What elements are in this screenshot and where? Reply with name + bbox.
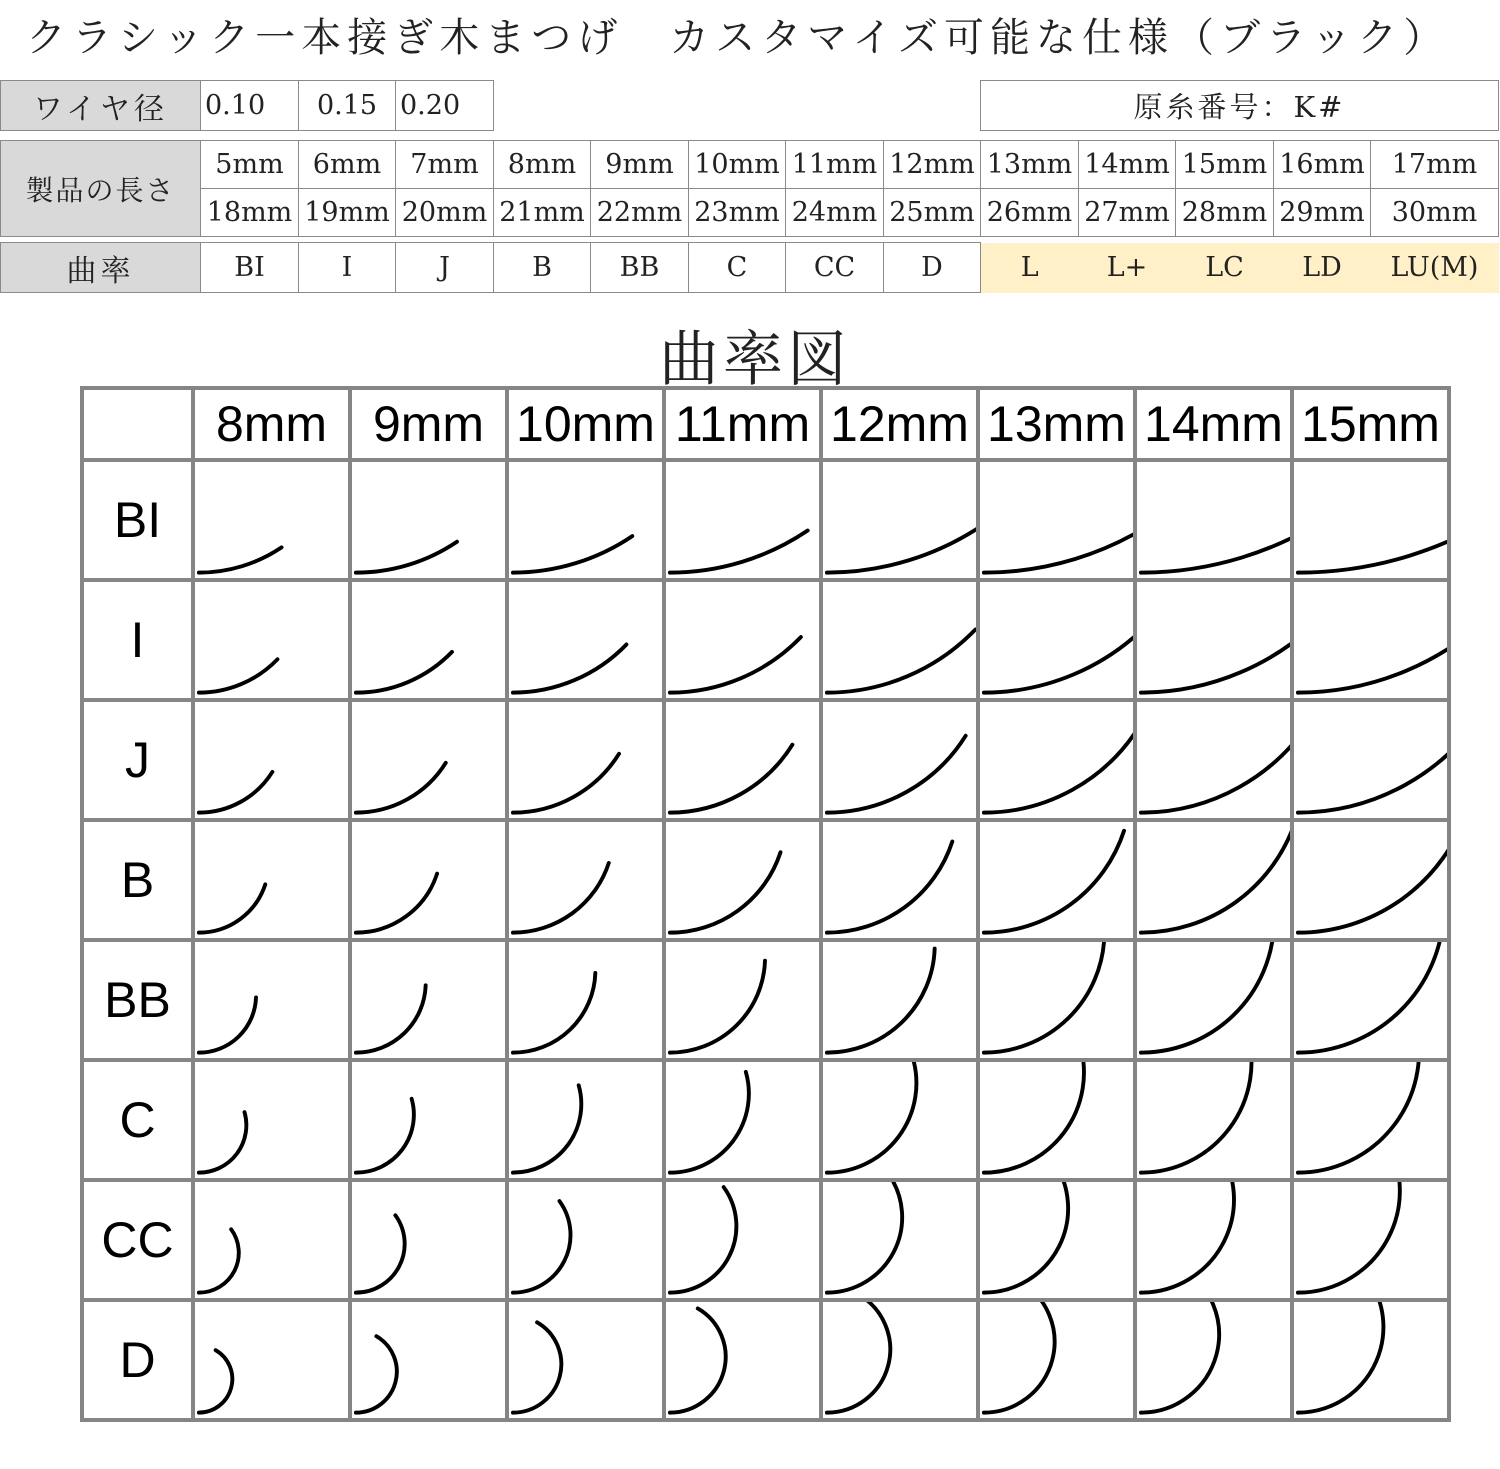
curl-shape: [509, 1302, 662, 1418]
curl-cell: [507, 580, 664, 700]
curl-grid-body: [82, 460, 1449, 1420]
wire-diameter-value: 0.10: [201, 81, 299, 131]
curl-shape: [195, 942, 348, 1058]
curl-arc: [1298, 1302, 1384, 1413]
curl-shape: [1294, 1182, 1447, 1298]
curl-cell: [193, 820, 350, 940]
curl-arc: [199, 1350, 232, 1412]
curl-shape: [352, 942, 505, 1058]
curl-arc: [1141, 1182, 1234, 1293]
curl-cell: [978, 460, 1135, 580]
curl-arc: [199, 547, 282, 572]
curl-arc: [1298, 607, 1447, 692]
curl-arc: [1141, 942, 1274, 1053]
curl-cell: [1292, 460, 1449, 580]
curl-arc: [356, 542, 457, 573]
length-value: 30mm: [1371, 189, 1499, 237]
curl-shape: [1294, 1062, 1447, 1178]
curl-shape: [1137, 1302, 1290, 1418]
curl-cell: [821, 820, 978, 940]
curl-shape: [195, 1182, 348, 1298]
curl-row: [82, 940, 1449, 1060]
curl-cell: [1135, 580, 1292, 700]
curl-shape: [1137, 582, 1290, 698]
curl-shape: [666, 582, 819, 698]
curl-cell: [1135, 700, 1292, 820]
curl-arc: [1141, 514, 1290, 573]
curl-shape: [352, 1302, 505, 1418]
curl-shape: [195, 1062, 348, 1178]
curl-row: [82, 1180, 1449, 1300]
length-value: 14mm: [1079, 141, 1176, 189]
curl-cell: [1135, 460, 1292, 580]
curl-arc: [827, 525, 976, 573]
curl-cell: [978, 1060, 1135, 1180]
curl-shape: [666, 942, 819, 1058]
curl-arc: [1141, 1062, 1252, 1173]
curl-arc: [1141, 822, 1290, 933]
curl-arc: [513, 1201, 571, 1293]
curl-cell: [193, 1060, 350, 1180]
curl-arc: [513, 973, 595, 1053]
curl-cell: [507, 1060, 664, 1180]
length-column-header: 14mm: [1135, 388, 1292, 460]
curl-shape: [1137, 1062, 1290, 1178]
curl-cell: [821, 1180, 978, 1300]
corner-cell: [82, 388, 193, 460]
curl-arc: [199, 659, 278, 692]
curl-arc: [984, 1062, 1084, 1173]
length-value: 26mm: [981, 189, 1079, 237]
curl-arc: [1298, 1062, 1419, 1173]
curl-arc: [984, 1182, 1068, 1293]
curl-arc: [1141, 1302, 1219, 1413]
curl-cell: [978, 940, 1135, 1060]
curl-row-header: D: [82, 1300, 193, 1420]
length-value: 17mm: [1371, 141, 1499, 189]
curl-cell: [193, 940, 350, 1060]
curl-cell: [507, 820, 664, 940]
curl-arc: [670, 745, 792, 813]
curl-shape: [1137, 702, 1290, 818]
curl-cell: [1135, 820, 1292, 940]
length-column-header: 8mm: [193, 388, 350, 460]
curl-cell: [507, 940, 664, 1060]
material-code: 原糸番号：K#: [981, 81, 1499, 131]
curl-shape: [666, 822, 819, 938]
curl-shape: [1137, 942, 1290, 1058]
curl-shape: [352, 582, 505, 698]
curl-arc: [356, 1215, 405, 1292]
product-length-label: 製品の長さ: [1, 141, 201, 237]
curl-cell: [821, 580, 978, 700]
product-length-table: [0, 140, 1499, 237]
curl-shape: [823, 702, 976, 818]
curl-shape: [1137, 822, 1290, 938]
curl-shape: [980, 1062, 1133, 1178]
curl-value: BB: [591, 243, 689, 293]
curl-arc: [827, 842, 952, 933]
curl-shape: [666, 462, 819, 578]
curl-arc: [1298, 508, 1447, 573]
curl-shape: [509, 1062, 662, 1178]
curl-shape: [352, 822, 505, 938]
curl-arc: [670, 531, 808, 573]
length-value: 9mm: [591, 141, 689, 189]
length-value: 15mm: [1176, 141, 1274, 189]
curl-shape: [509, 702, 662, 818]
curl-shape: [823, 942, 976, 1058]
curl-arc: [1141, 615, 1290, 693]
curl-shape: [195, 822, 348, 938]
curl-cell: [507, 700, 664, 820]
curl-shape: [352, 702, 505, 818]
length-value: 16mm: [1274, 141, 1371, 189]
curl-arc: [670, 1187, 736, 1293]
curl-cell: [821, 1060, 978, 1180]
curl-value: D: [884, 243, 981, 293]
curl-shape: [980, 702, 1133, 818]
curl-cell: [507, 1180, 664, 1300]
curl-cell: [1135, 940, 1292, 1060]
curl-cell: [350, 700, 507, 820]
curl-arc: [827, 736, 966, 813]
curl-shape: [980, 462, 1133, 578]
curl-cell: [350, 820, 507, 940]
curl-arc: [513, 1085, 581, 1172]
curl-cell: [821, 700, 978, 820]
curl-shape: [666, 1182, 819, 1298]
curl-arc: [1298, 942, 1444, 1053]
curl-row: [82, 1300, 1449, 1420]
empty-cell: [494, 81, 981, 131]
curl-spec-table: [0, 242, 1499, 293]
curl-arc: [199, 884, 265, 932]
curl-arc: [513, 644, 627, 692]
curl-cell: [664, 1300, 821, 1420]
length-value: 27mm: [1079, 189, 1176, 237]
length-value: 7mm: [396, 141, 494, 189]
curl-shape: [1294, 702, 1447, 818]
curl-shape: [823, 1302, 976, 1418]
curl-arc: [1298, 822, 1447, 933]
curl-arc: [513, 754, 619, 813]
curl-shape: [509, 822, 662, 938]
curl-row-header: BI: [82, 460, 193, 580]
curl-cell: [1292, 1180, 1449, 1300]
curl-shape: [1294, 942, 1447, 1058]
curl-arc: [984, 831, 1124, 933]
curl-value-highlighted: LU(M): [1371, 243, 1499, 293]
curl-cell: [193, 460, 350, 580]
curl-cell: [193, 700, 350, 820]
length-value: 8mm: [494, 141, 591, 189]
curl-row: [82, 580, 1449, 700]
curl-chart-title: 曲率図: [659, 325, 851, 395]
curl-cell: [350, 460, 507, 580]
length-column-header: 15mm: [1292, 388, 1449, 460]
wire-diameter-value: 0.20: [396, 81, 494, 131]
curl-shape: [1294, 822, 1447, 938]
curl-cell: [978, 580, 1135, 700]
curl-cell: [350, 1060, 507, 1180]
curl-row: [82, 700, 1449, 820]
curl-cell: [821, 460, 978, 580]
length-value: 23mm: [689, 189, 786, 237]
curl-arc: [356, 1336, 397, 1412]
curl-row-header: J: [82, 700, 193, 820]
curl-value: I: [299, 243, 396, 293]
curl-shape: [1294, 582, 1447, 698]
curl-cell: [978, 820, 1135, 940]
curl-cell: [821, 940, 978, 1060]
curl-value: CC: [786, 243, 884, 293]
curl-row-header: C: [82, 1060, 193, 1180]
curl-value-highlighted: L+: [1079, 243, 1176, 293]
length-column-header: 9mm: [350, 388, 507, 460]
curl-arc: [827, 949, 935, 1053]
curl-cell: [1135, 1300, 1292, 1420]
length-column-header: 10mm: [507, 388, 664, 460]
curl-cell: [350, 580, 507, 700]
length-value: 21mm: [494, 189, 591, 237]
curl-arc: [670, 1072, 749, 1173]
curl-cell: [193, 580, 350, 700]
curl-arc: [984, 942, 1104, 1053]
curl-arc: [670, 852, 781, 932]
curl-cell: [821, 1300, 978, 1420]
length-value: 24mm: [786, 189, 884, 237]
curl-arc: [1141, 718, 1290, 813]
curl-shape: [352, 462, 505, 578]
curl-arc: [199, 997, 256, 1052]
curl-value-highlighted: L: [981, 243, 1079, 293]
length-value: 6mm: [299, 141, 396, 189]
curl-cell: [350, 940, 507, 1060]
curl-shape: [980, 1182, 1133, 1298]
curl-shape: [509, 462, 662, 578]
curl-arc: [827, 1182, 902, 1293]
curl-arc: [827, 1302, 890, 1413]
curl-cell: [978, 1300, 1135, 1420]
curl-arc: [984, 727, 1133, 813]
curl-label: 曲率: [1, 243, 201, 293]
curl-arc: [356, 652, 452, 693]
curl-cell: [1135, 1180, 1292, 1300]
curl-value: BI: [201, 243, 299, 293]
curl-shape: [666, 1062, 819, 1178]
curl-arc: [984, 519, 1133, 572]
curl-cell: [507, 460, 664, 580]
curl-arc: [513, 863, 609, 933]
curl-chart-grid: [80, 386, 1451, 1422]
length-column-header: 12mm: [821, 388, 978, 460]
length-value: 13mm: [981, 141, 1079, 189]
curl-value: B: [494, 243, 591, 293]
curl-arc: [199, 1112, 246, 1173]
curl-row-header: B: [82, 820, 193, 940]
curl-cell: [1292, 580, 1449, 700]
curl-arc: [670, 637, 801, 693]
curl-shape: [980, 582, 1133, 698]
curl-shape: [195, 702, 348, 818]
curl-shape: [1137, 462, 1290, 578]
curl-cell: [507, 1300, 664, 1420]
curl-shape: [195, 582, 348, 698]
curl-cell: [664, 940, 821, 1060]
curl-value: C: [689, 243, 786, 293]
curl-shape: [509, 582, 662, 698]
curl-arc: [513, 536, 632, 573]
curl-row: [82, 460, 1449, 580]
curl-cell: [664, 1180, 821, 1300]
curl-shape: [823, 462, 976, 578]
curl-cell: [1292, 1060, 1449, 1180]
curl-cell: [664, 580, 821, 700]
curl-row: [82, 820, 1449, 940]
curl-cell: [1292, 1300, 1449, 1420]
length-column-header: 11mm: [664, 388, 821, 460]
curl-cell: [193, 1300, 350, 1420]
curl-cell: [1292, 820, 1449, 940]
curl-row-header: I: [82, 580, 193, 700]
curl-cell: [664, 820, 821, 940]
curl-shape: [980, 1302, 1133, 1418]
length-column-header: 13mm: [978, 388, 1135, 460]
curl-shape: [1137, 1182, 1290, 1298]
curl-cell: [350, 1300, 507, 1420]
curl-cell: [350, 1180, 507, 1300]
curl-arc: [827, 630, 975, 693]
curl-shape: [195, 462, 348, 578]
length-value: 20mm: [396, 189, 494, 237]
curl-row-header: BB: [82, 940, 193, 1060]
curl-shape: [509, 1182, 662, 1298]
curl-arc: [199, 1229, 239, 1292]
curl-shape: [1294, 1302, 1447, 1418]
curl-arc: [984, 622, 1133, 692]
curl-shape: [195, 1302, 348, 1418]
curl-cell: [664, 1060, 821, 1180]
wire-diameter-table: [0, 80, 1499, 131]
length-value: 18mm: [201, 189, 299, 237]
curl-arc: [356, 874, 437, 933]
curl-arc: [356, 985, 426, 1052]
curl-arc: [984, 1302, 1055, 1413]
length-value: 28mm: [1176, 189, 1274, 237]
curl-cell: [978, 700, 1135, 820]
curl-arc: [1298, 709, 1447, 813]
curl-shape: [823, 582, 976, 698]
curl-row: [82, 1060, 1449, 1180]
curl-row-header: CC: [82, 1180, 193, 1300]
curl-arc: [356, 1099, 414, 1173]
curl-arc: [513, 1322, 561, 1412]
curl-arc: [1298, 1182, 1400, 1293]
length-value: 5mm: [201, 141, 299, 189]
curl-cell: [978, 1180, 1135, 1300]
page-title: クラシック一本接ぎ木まつげ カスタマイズ可能な仕様（ブラック）: [26, 15, 1450, 61]
curl-cell: [1292, 940, 1449, 1060]
curl-shape: [509, 942, 662, 1058]
curl-shape: [980, 822, 1133, 938]
curl-arc: [827, 1062, 917, 1173]
curl-cell: [1292, 700, 1449, 820]
curl-shape: [823, 822, 976, 938]
length-value: 19mm: [299, 189, 396, 237]
curl-shape: [352, 1062, 505, 1178]
length-value: 22mm: [591, 189, 689, 237]
curl-arc: [356, 763, 446, 813]
curl-value-highlighted: LD: [1274, 243, 1371, 293]
length-value: 25mm: [884, 189, 981, 237]
curl-value: J: [396, 243, 494, 293]
length-value: 12mm: [884, 141, 981, 189]
curl-shape: [823, 1062, 976, 1178]
curl-shape: [666, 1302, 819, 1418]
curl-shape: [352, 1182, 505, 1298]
curl-arc: [670, 961, 765, 1053]
wire-diameter-label: ワイヤ径: [1, 81, 201, 131]
length-value: 29mm: [1274, 189, 1371, 237]
curl-arc: [199, 772, 272, 813]
wire-diameter-value: 0.15: [299, 81, 396, 131]
curl-cell: [193, 1180, 350, 1300]
length-value: 10mm: [689, 141, 786, 189]
curl-arc: [670, 1308, 726, 1412]
length-value: 11mm: [786, 141, 884, 189]
curl-cell: [664, 700, 821, 820]
curl-shape: [1294, 462, 1447, 578]
curl-shape: [666, 702, 819, 818]
curl-shape: [980, 942, 1133, 1058]
curl-shape: [823, 1182, 976, 1298]
curl-cell: [664, 460, 821, 580]
curl-cell: [1135, 1060, 1292, 1180]
curl-value-highlighted: LC: [1176, 243, 1274, 293]
